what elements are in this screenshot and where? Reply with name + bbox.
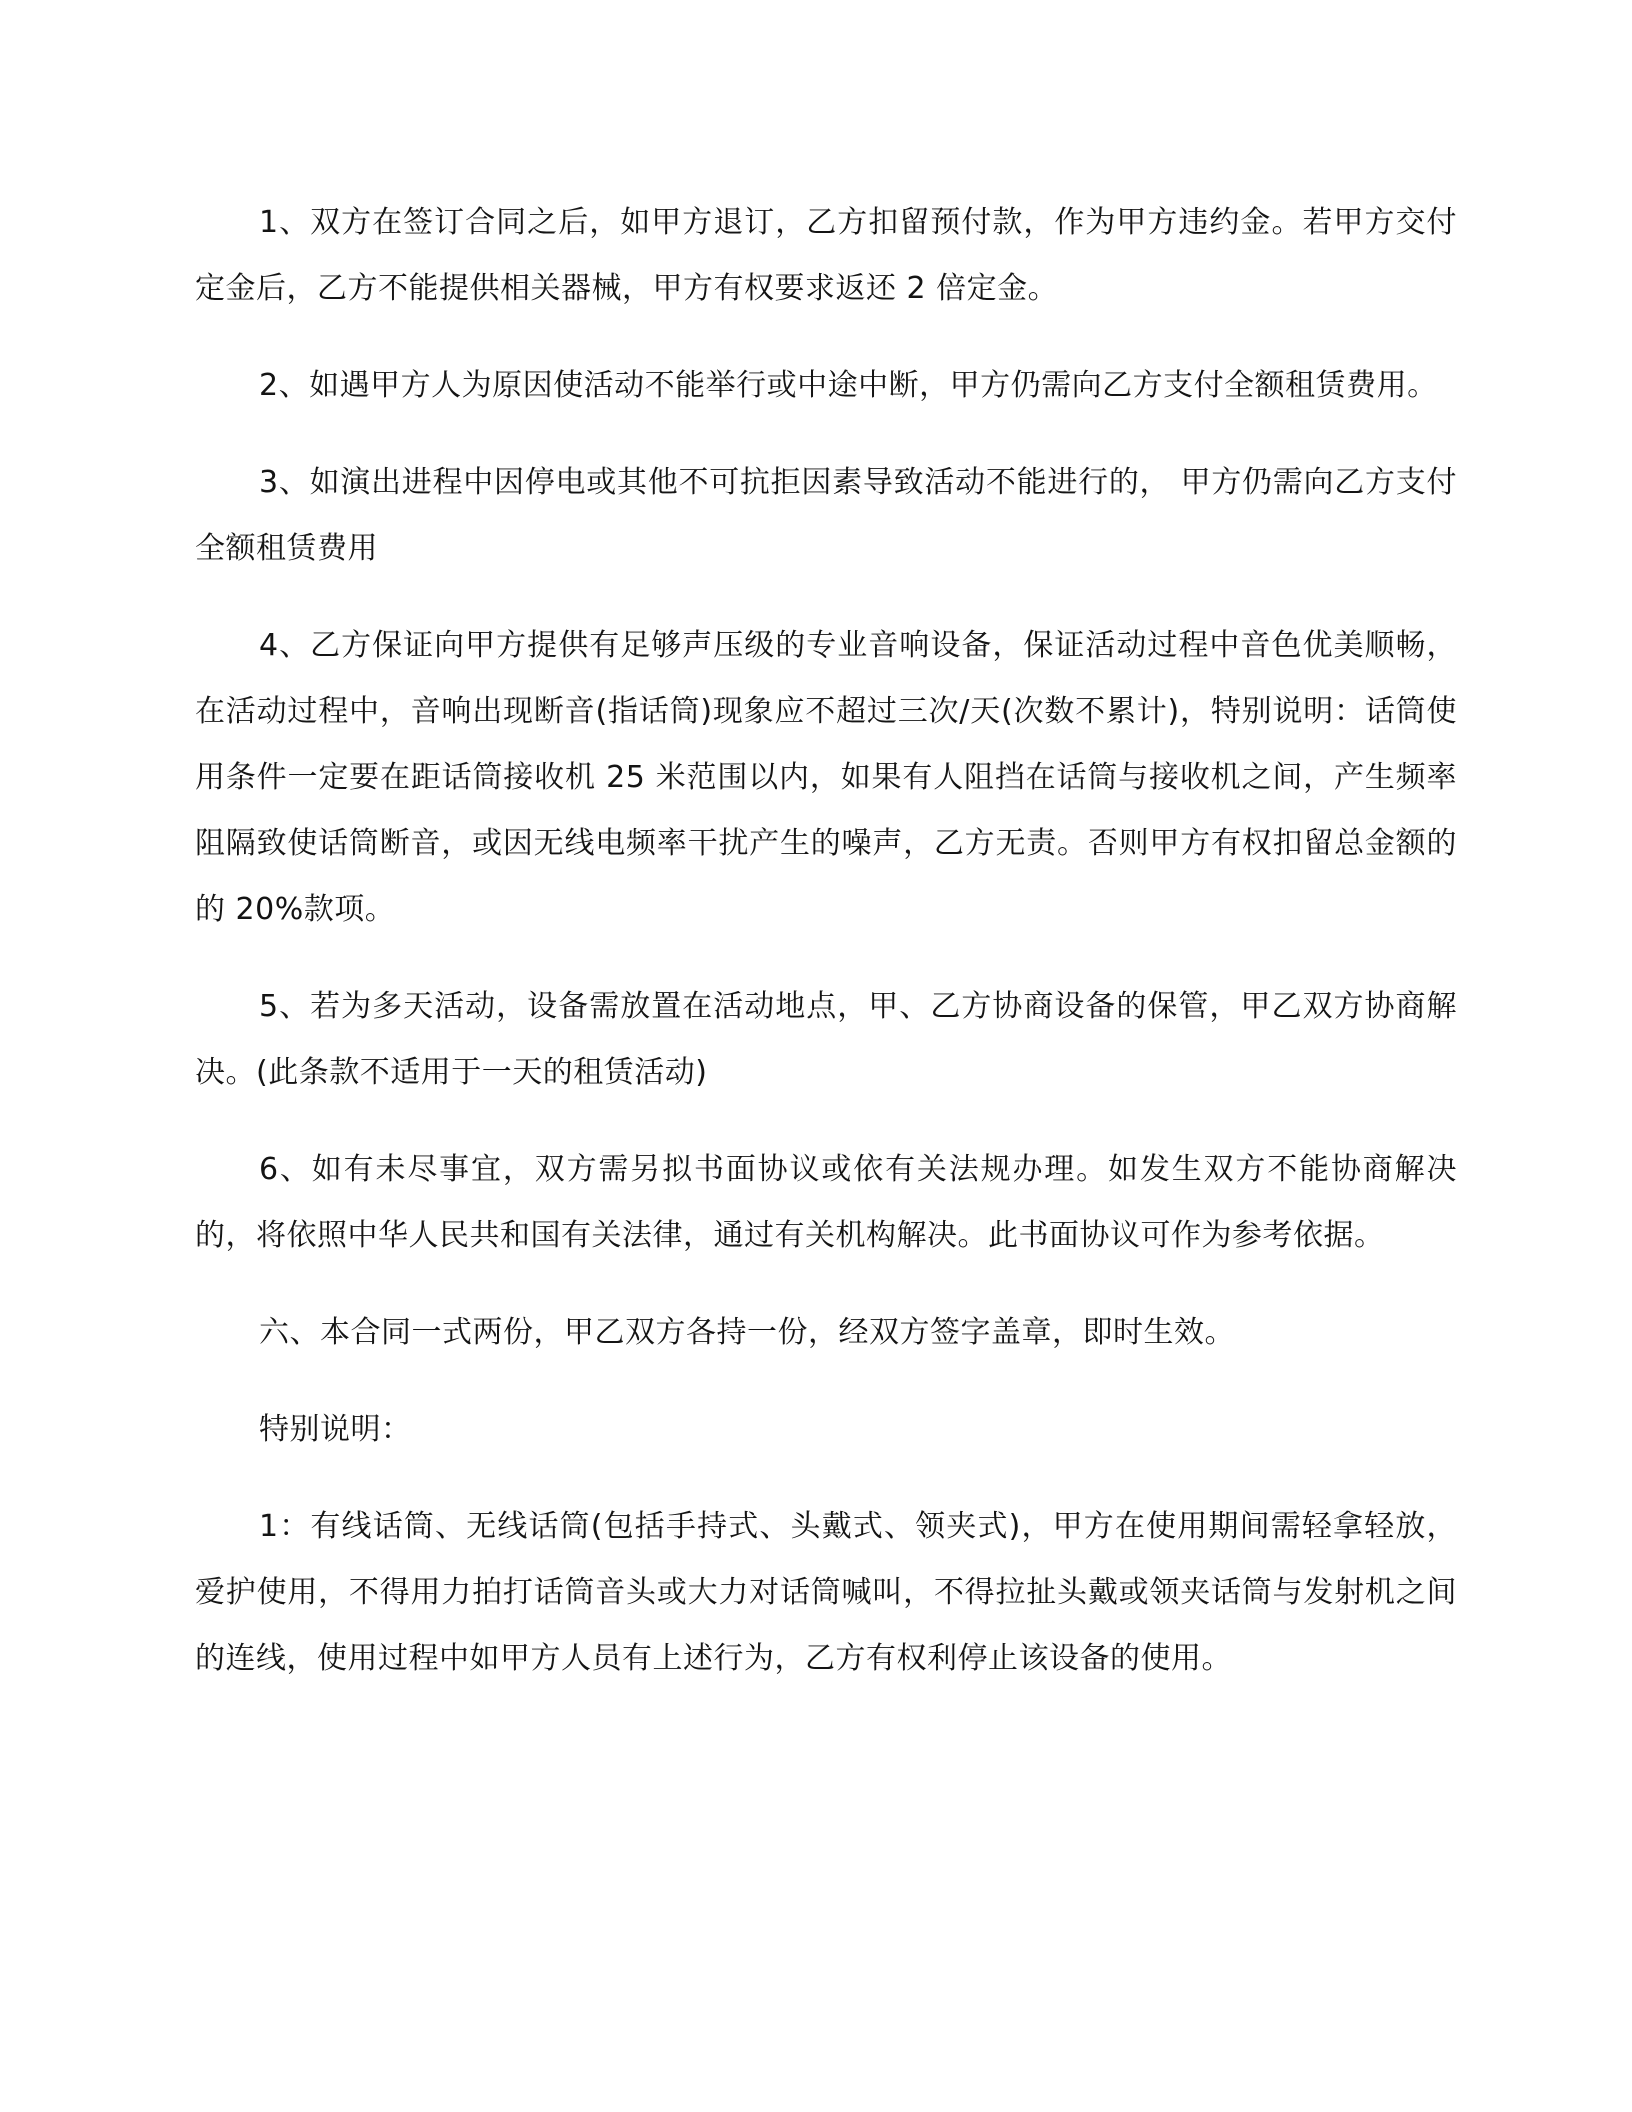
special-note-1: 1：有线话筒、无线话筒(包括手持式、头戴式、领夹式)，甲方在使用期间需轻拿轻放，爱护使用，不得用力拍打话筒音头或大力对话筒喊叫，不得拉扯头戴或领夹话筒与发射机之间的连线，使用过程中如甲方人员有上述行为，乙方有权利停止该设备的使用。 — [195, 1509, 1457, 1676]
clause-6: 6、如有未尽事宜，双方需另拟书面协议或依有关法规办理。如发生双方不能协商解决的，将依照中华人民共和国有关法律，通过有关机构解决。此书面协议可作为参考依据。 — [195, 1152, 1457, 1253]
special-note-heading: 特别说明： — [259, 1412, 412, 1447]
section-six: 六、本合同一式两份，甲乙双方各持一份，经双方签字盖章，即时生效。 — [259, 1315, 1235, 1350]
clause-5: 5、若为多天活动，设备需放置在活动地点，甲、乙方协商设备的保管，甲乙双方协商解决。(此条款不适用于一天的租赁活动) — [195, 989, 1457, 1090]
clause-3: 3、如演出进程中因停电或其他不可抗拒因素导致活动不能进行的， 甲方仍需向乙方支付全额租赁费用 — [195, 465, 1457, 566]
clause-2: 2、如遇甲方人为原因使活动不能举行或中途中断，甲方仍需向乙方支付全额租赁费用。 — [259, 368, 1438, 403]
clause-4: 4、乙方保证向甲方提供有足够声压级的专业音响设备，保证活动过程中音色优美顺畅，在活动过程中，音响出现断音(指话筒)现象应不超过三次/天(次数不累计)，特别说明：话筒使用条件一定要在距话筒接收机 25 米范围以内，如果有人阻挡在话筒与接收机之间，产生频率阻隔致使话筒断音，或因无线电频率干扰产生的噪声，乙方无责。否则甲方有权扣留总金额的的 20%款项。 — [195, 628, 1457, 927]
document-body — [195, 190, 1457, 1723]
clause-1: 1、双方在签订合同之后，如甲方退订，乙方扣留预付款，作为甲方违约金。若甲方交付定金后，乙方不能提供相关器械，甲方有权要求返还 2 倍定金。 — [195, 205, 1457, 306]
